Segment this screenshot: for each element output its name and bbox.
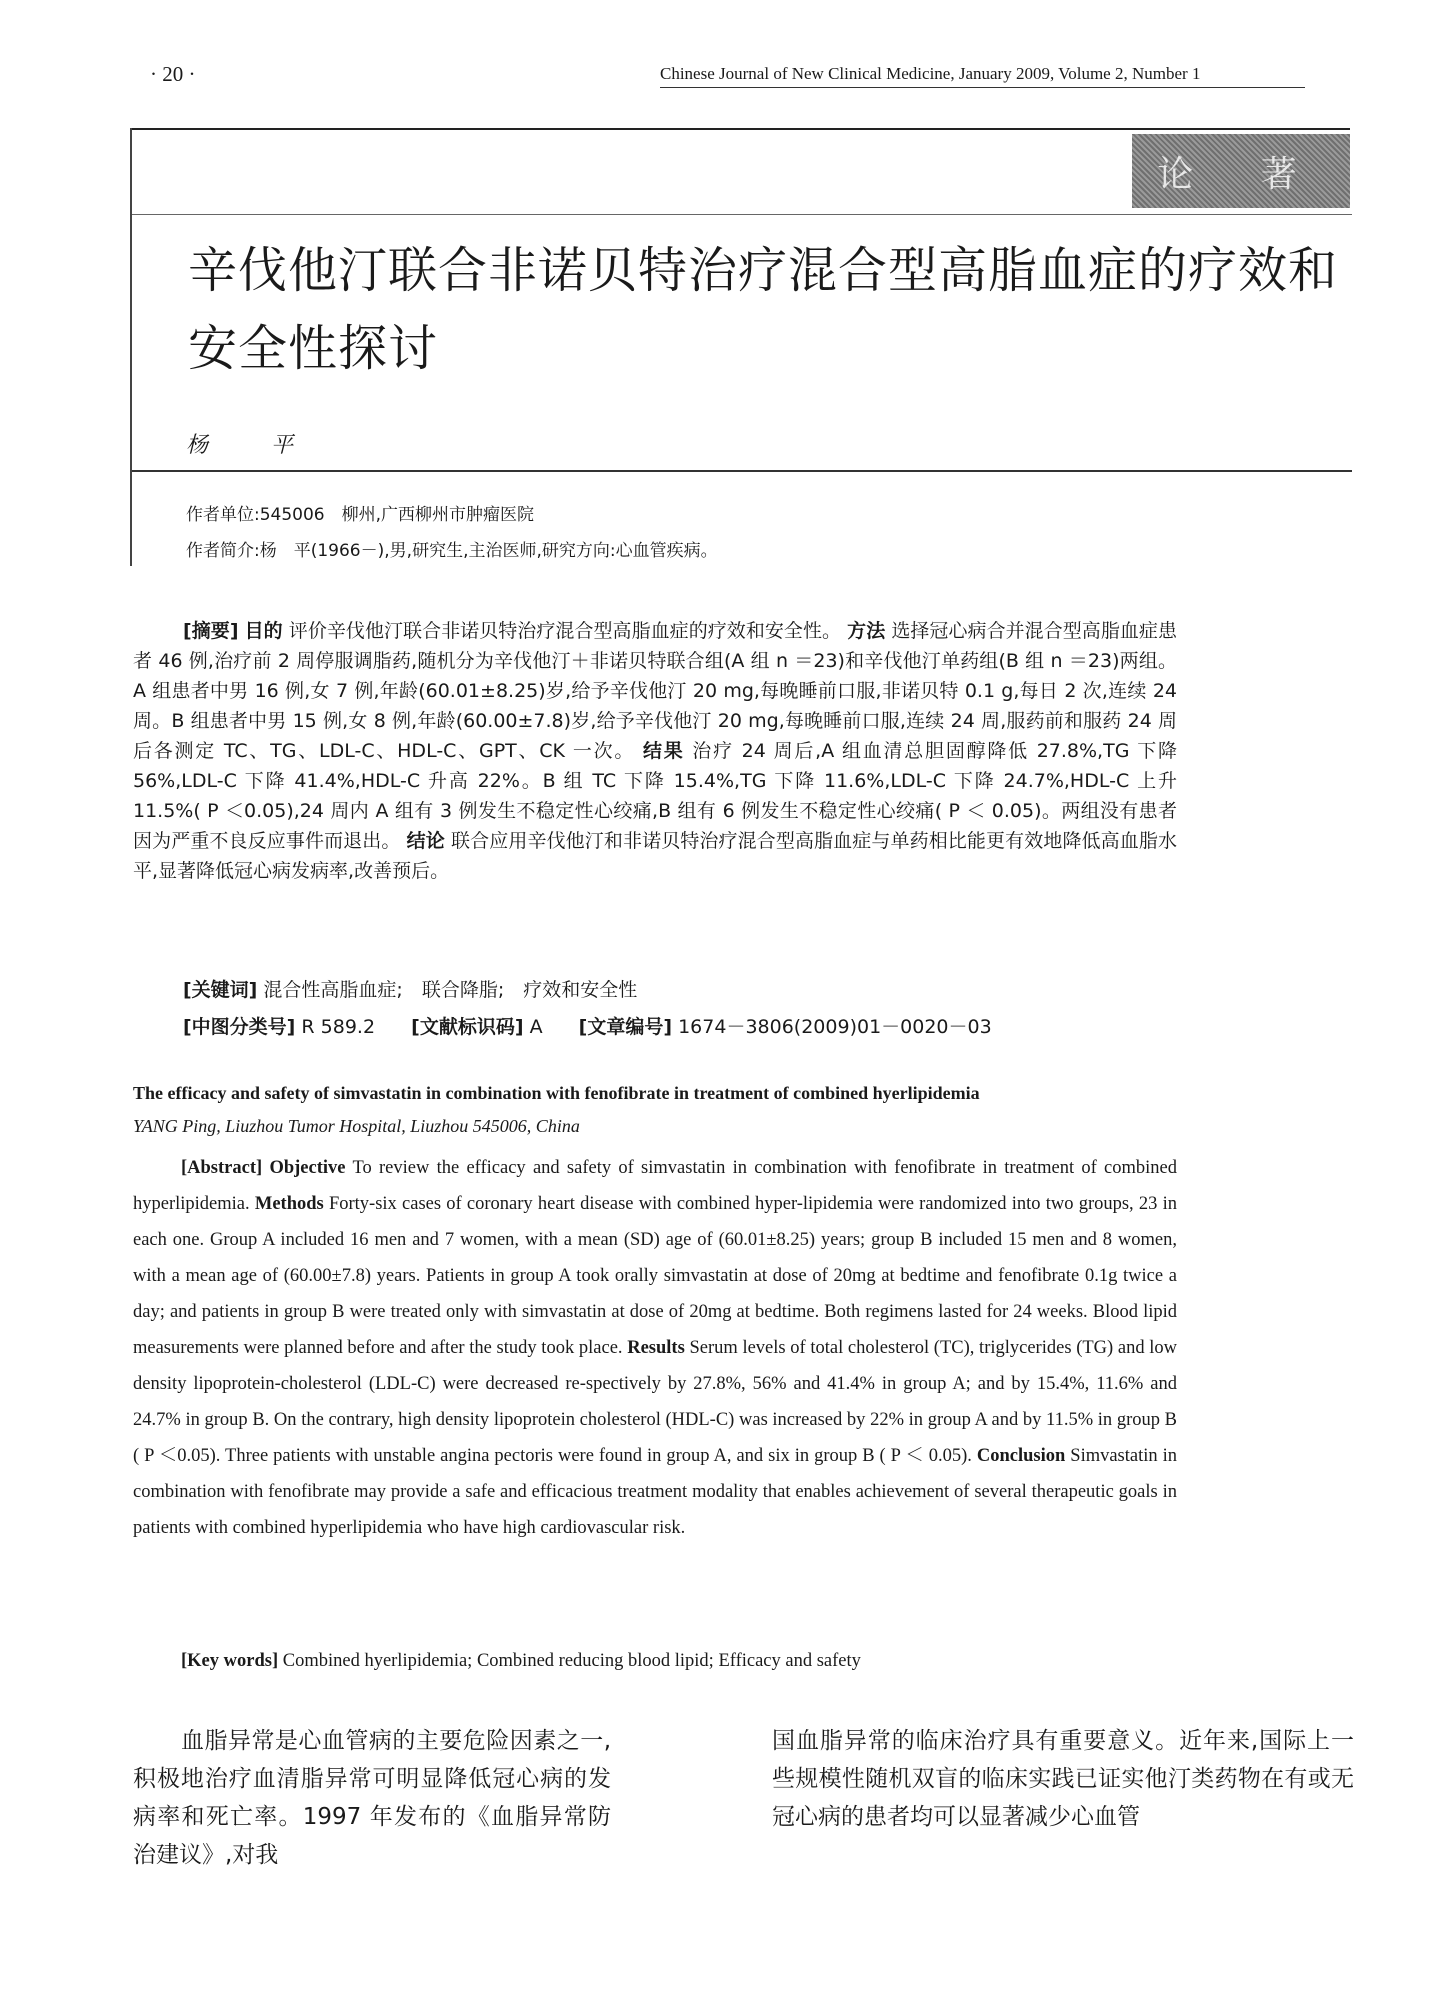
conclusion-label-en: Conclusion [976, 1446, 1066, 1466]
classification-line [183, 1012, 992, 1039]
author-name-cn: 杨 平 [186, 433, 321, 458]
clc-value: R 589.2 [301, 1016, 376, 1038]
frame-separator-rule [132, 214, 1352, 215]
abstract-cn-label: [摘要] [183, 620, 239, 642]
results-label-cn: 结果 [642, 740, 685, 762]
methods-label-en: Methods [254, 1194, 324, 1214]
byline-en: YANG Ping, Liuzhou Tumor Hospital, Liuzhou 545006, China [133, 1116, 580, 1136]
methods-label-cn: 方法 [847, 620, 886, 642]
frame-top-rule [130, 128, 1350, 130]
objective-text-en: To review the efficacy and safety of simvastatin in combination with fenofibrate in treatment of combined hyperlipidemia. [133, 1158, 1178, 1214]
methods-text-cn: 选择冠心病合并混合型高脂血症患者 46 例,治疗前 2 周停服调脂药,随机分为辛伐他汀＋非诺贝特联合组(A 组 n ＝23)和辛伐他汀单药组(B 组 n ＝23)两组。A 组患者中男 16 例,女 7 例,年龄(60.01±8.25)岁,给予辛伐他汀 20 mg,每晚睡前口服,非诺贝特 0.1 g,每日 2 次,连续 24 周。B 组患者中男 15 例,女 8 例,年龄(60.00±7.8)岁,给予辛伐他汀 20 mg,每晚睡前口服,连续 24 周,服药前和服药 24 周后各测定 TC、TG、LDL-C、HDL-C、GPT、CK 一次。 [133, 620, 1177, 762]
abstract-en-label: [Abstract] [181, 1158, 263, 1178]
keywords-cn [183, 975, 637, 1002]
frame-left-rule [130, 128, 132, 566]
article-title-cn: 辛伐他汀联合非诺贝特治疗混合型高脂血症的疗效和安全性探讨 [188, 242, 1339, 377]
article-no-value: 1674－3806(2009)01－0020－03 [678, 1016, 992, 1038]
body-column-right: 国血脂异常的临床治疗具有重要意义。近年来,国际上一些规模性随机双盲的临床实践已证实他汀类药物在有或无冠心病的患者均可以显著减少心血管 [772, 1728, 1354, 1830]
clc-label: [中图分类号] [183, 1016, 296, 1038]
conclusion-text-en: Simvastatin in combination with fenofibrate may provide a safe and efficacious treatment modality that enables achievement of several therapeutic goals in patients with combined hyperlipidemia who have high cardiovascular risk. [133, 1446, 1178, 1538]
objective-text-cn: 评价辛伐他汀联合非诺贝特治疗混合型高脂血症的疗效和安全性。 [288, 620, 842, 642]
abstract-en [133, 1150, 1177, 1546]
page-number: · 20 · [150, 62, 196, 86]
running-head: Chinese Journal of New Clinical Medicine, January 2009, Volume 2, Number 1 [660, 64, 1201, 83]
abstract-cn [133, 616, 1177, 886]
methods-text-en: Forty-six cases of coronary heart disease with combined hyper-lipidemia were randomized into two groups, 23 in each one. Group A included 16 men and 7 women, with a mean (SD) age of (60.01±8.25) years; group B included 15 men and 8 women, with a mean age of (60.00±7.8) years. Patients in group A took orally simvastatin at dose of 20mg at bedtime and fenofibrate 0.1g twice a day; and patients in group B were treated only with simvastatin at dose of 20mg at bedtime. Both regimens lasted for 24 weeks. Blood lipid measurements were planned before and after the study took place. [133, 1194, 1178, 1358]
objective-label-cn: 目的 [244, 620, 283, 642]
keywords-text-cn: 混合性高脂血症; 联合降脂; 疗效和安全性 [263, 979, 638, 1001]
results-text-cn: 治疗 24 周后,A 组血清总胆固醇降低 27.8%,TG 下降 56%,LDL-C 下降 41.4%,HDL-C 升高 22%。B 组 TC 下降 15.4%,TG 下降 11.6%,LDL-C 下降 24.7%,HDL-C 上升 11.5%( P ＜0.05),24 周内 A 组有 3 例发生不稳定性心绞痛,B 组有 6 例发生不稳定性心绞痛( P ＜ 0.05)。两组没有患者因为严重不良反应事件而退出。 [133, 740, 1177, 852]
body-column-left: 血脂异常是心血管病的主要危险因素之一,积极地治疗血清脂异常可明显降低冠心病的发病率和死亡率。1997 年发布的《血脂异常防治建议》,对我 [133, 1728, 611, 1868]
keywords-text-en: Combined hyerlipidemia; Combined reducing blood lipid; Efficacy and safety [282, 1651, 861, 1671]
doc-code-value: A [529, 1016, 543, 1038]
section-badge: 论 著 [1132, 134, 1350, 208]
conclusion-text-cn: 联合应用辛伐他汀和非诺贝特治疗混合型高脂血症与单药相比能更有效地降低高血脂水平,显著降低冠心病发病率,改善预后。 [133, 830, 1177, 882]
running-head-underline [660, 87, 1305, 88]
keywords-label-en: [Key words] [181, 1651, 279, 1671]
article-no-label: [文章编号] [578, 1016, 673, 1038]
keywords-label-cn: [关键词] [183, 979, 258, 1001]
results-text-en: Serum levels of total cholesterol (TC), triglycerides (TG) and low density lipoprotein-cholesterol (LDL-C) were decreased re-spectively by 27.8%, 56% and 41.4% in group A; and by 15.4%, 11.6% and 24.7% in group B. On the contrary, high density lipoprotein cholesterol (HDL-C) was increased by 22% in group A and by 11.5% in group B ( P ＜0.05). Three patients with unstable angina pectoris were found in group A, and six in group B ( P ＜ 0.05). [133, 1338, 1178, 1466]
author-bio: 作者简介:杨 平(1966－),男,研究生,主治医师,研究方向:心血管疾病。 [186, 541, 718, 561]
objective-label-en: Objective [269, 1158, 346, 1178]
author-rule [132, 470, 1352, 472]
conclusion-label-cn: 结论 [406, 830, 445, 852]
doc-code-label: [文献标识码] [411, 1016, 524, 1038]
author-affiliation: 作者单位:545006 柳州,广西柳州市肿瘤医院 [186, 505, 535, 525]
results-label-en: Results [627, 1338, 685, 1358]
keywords-en [181, 1651, 861, 1672]
article-title-en: The efficacy and safety of simvastatin in combination with fenofibrate in treatment of combined hyerlipidemia [133, 1083, 980, 1103]
